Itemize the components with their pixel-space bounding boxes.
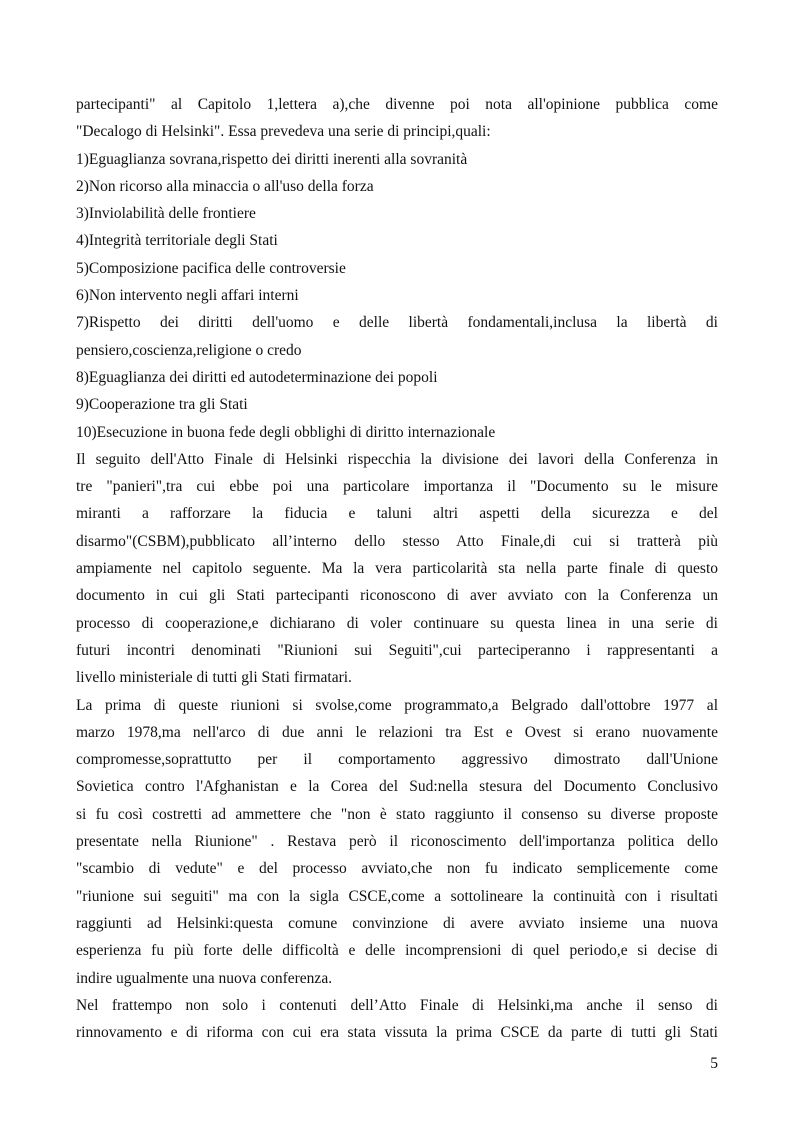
text-line: "Decalogo di Helsinki". Essa prevedeva una serie di principi,quali: [76, 123, 491, 141]
text-line: processo di cooperazione,e dichiarano di voler continuare su questa linea in una serie di [76, 614, 718, 632]
text-line: disarmo"(CSBM),pubblicato all’interno dello stesso Atto Finale,di cui si tratterà più [76, 532, 718, 550]
text-line: 1)Eguaglianza sovrana,rispetto dei diritti inerenti alla sovranità [76, 150, 468, 168]
text-line: marzo 1978,ma nell'arco di due anni le relazioni tra Est e Ovest si erano nuovamente [76, 723, 718, 741]
text-line: partecipanti" al Capitolo 1,lettera a),che divenne poi nota all'opinione pubblica come [76, 96, 718, 113]
text-line: futuri incontri denominati "Riunioni sui Seguiti",cui parteciperanno i rappresentanti a [76, 641, 718, 659]
text-line: documento in cui gli Stati partecipanti riconoscono di aver avviato con la Conferenza un [76, 587, 718, 605]
text-line: compromesse,soprattutto per il comportamento aggressivo dimostrato dall'Unione [76, 751, 718, 769]
text-line: La prima di queste riunioni si svolse,come programmato,a Belgrado dall'ottobre 1977 al [76, 696, 718, 714]
text-line: Il seguito dell'Atto Finale di Helsinki rispecchia la divisione dei lavori della Conferenza in [76, 450, 718, 468]
body-text [76, 91, 718, 1046]
text-line: rinnovamento e di riforma con cui era stata vissuta la prima CSCE da parte di tutti gli Stati [76, 1024, 718, 1042]
text-line: 3)Inviolabilità delle frontiere [76, 205, 256, 223]
text-line: 6)Non intervento negli affari interni [76, 287, 299, 305]
page-number: 5 [710, 1055, 718, 1072]
text-line: 10)Esecuzione in buona fede degli obblighi di diritto internazionale [76, 423, 496, 441]
text-line: 8)Eguaglianza dei diritti ed autodeterminazione dei popoli [76, 368, 438, 386]
text-line: si fu così costretti ad ammettere che "non è stato raggiunto il consenso su diverse proposte [76, 805, 718, 823]
text-line: 9)Cooperazione tra gli Stati [76, 396, 248, 414]
text-line: presentate nella Riunione" . Restava però il riconoscimento dell'importanza politica dello [76, 833, 718, 851]
text-line: 2)Non ricorso alla minaccia o all'uso della forza [76, 177, 374, 195]
text-line: indire ugualmente una nuova conferenza. [76, 969, 333, 987]
text-line: tre "panieri",tra cui ebbe poi una particolare importanza il "Documento su le misure [76, 478, 718, 496]
text-line: "scambio di vedute" e del processo avviato,che non fu indicato semplicemente come [76, 860, 718, 878]
text-line: livello ministeriale di tutti gli Stati firmatari. [76, 669, 352, 687]
text-line: Nel frattempo non solo i contenuti dell’Atto Finale di Helsinki,ma anche il senso di [76, 996, 718, 1014]
text-line: 5)Composizione pacifica delle controversie [76, 259, 346, 277]
text-line: pensiero,coscienza,religione o credo [76, 341, 302, 359]
text-line: Sovietica contro l'Afghanistan e la Corea del Sud:nella stesura del Documento Conclusivo [76, 778, 718, 796]
text-line: raggiunti ad Helsinki:questa comune convinzione di avere avviato insieme una nuova [76, 914, 718, 932]
text-line: 4)Integrità territoriale degli Stati [76, 232, 278, 250]
text-line: 7)Rispetto dei diritti dell'uomo e delle libertà fondamentali,inclusa la libertà di [76, 314, 718, 332]
text-line: esperienza fu più forte delle difficoltà e delle incomprensioni di quel periodo,e si decise di [76, 942, 718, 960]
text-line: "riunione sui seguiti" ma con la sigla CSCE,come a sottolineare la continuità con i risultati [76, 887, 718, 905]
text-line: ampiamente nel capitolo seguente. Ma la vera particolarità sta nella parte finale di questo [76, 560, 718, 578]
text-line: miranti a rafforzare la fiducia e taluni altri aspetti della sicurezza e del [76, 505, 718, 523]
